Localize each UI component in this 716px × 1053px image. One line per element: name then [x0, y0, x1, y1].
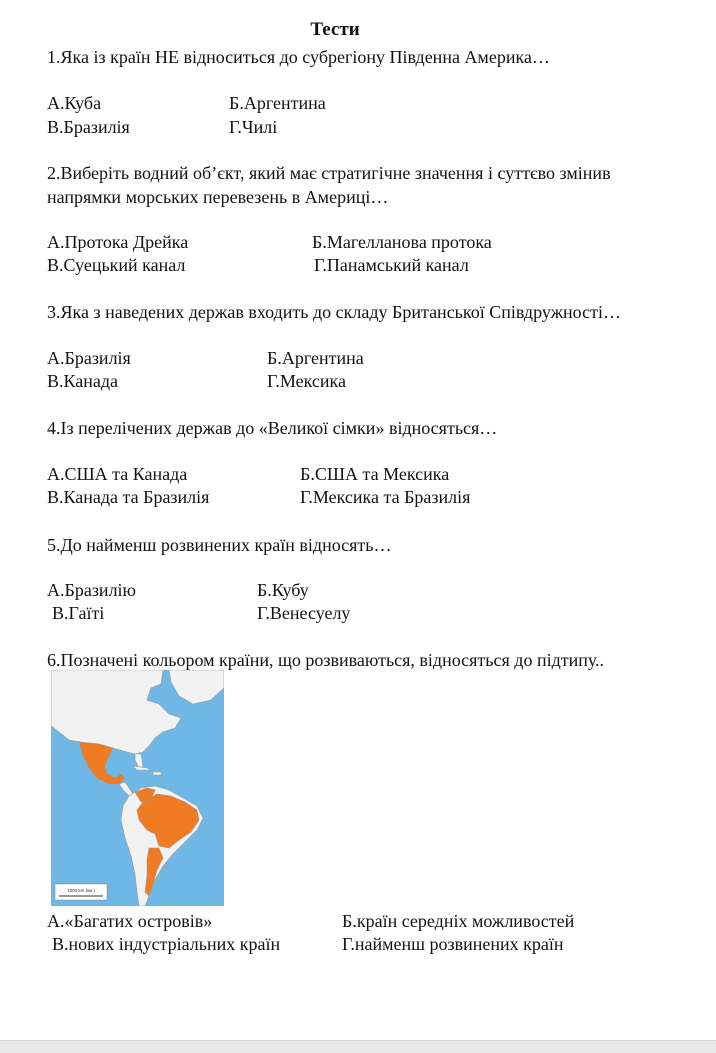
q3-option-d: Г.Мексика [267, 371, 347, 391]
question-5-text: 5.До найменш розвинених країн відносять… [47, 535, 392, 555]
question-3-text: 3.Яка з наведених держав входить до складу Британської Співдружності… [47, 302, 621, 322]
q2-option-a: А.Протока Дрейка [47, 232, 189, 252]
question-4-text: 4.Із перелічених держав до «Великої сімки» відносяться… [47, 418, 498, 438]
americas-map [51, 670, 224, 906]
question-2-text-line2: напрямки морських перевезень в Америці… [47, 187, 389, 207]
q6-option-c: В.нових індустріальних країн [52, 934, 281, 954]
question-2-text-line1: 2.Виберіть водний об’єкт, який має стратигічне значення і суттєво змінив [47, 163, 611, 183]
q6-option-d: Г.найменш розвинених країн [342, 934, 564, 954]
map-scale-label: 1000 km (км.) [67, 888, 95, 893]
q5-option-b: Б.Кубу [257, 580, 309, 600]
q1-option-c: В.Бразилія [47, 117, 130, 137]
q5-option-c: В.Гаїті [52, 603, 105, 623]
q4-option-c: В.Канада та Бразилія [47, 487, 210, 507]
map-land-hispaniola [153, 772, 161, 775]
q5-option-d: Г.Венесуелу [257, 603, 351, 623]
q4-option-b: Б.США та Мексика [300, 464, 450, 484]
q3-option-b: Б.Аргентина [267, 348, 364, 368]
q6-option-b: Б.країн середніх можливостей [342, 911, 575, 931]
q2-option-b: Б.Магелланова протока [312, 232, 492, 252]
q1-option-d: Г.Чилі [229, 117, 278, 137]
q6-option-a: А.«Багатих островів» [47, 911, 213, 931]
bottom-edge [0, 1040, 716, 1053]
q4-option-a: А.США та Канада [47, 464, 188, 484]
q4-option-d: Г.Мексика та Бразилія [300, 487, 471, 507]
q3-option-a: А.Бразилія [47, 348, 131, 368]
q3-option-c: В.Канада [47, 371, 119, 391]
page-title: Тести [310, 19, 360, 40]
q5-option-a: А.Бразилію [47, 580, 136, 600]
q1-option-a: А.Куба [47, 93, 102, 113]
q2-option-c: В.Суецький канал [47, 255, 186, 275]
q1-option-b: Б.Аргентина [229, 93, 326, 113]
question-6-text: 6.Позначені кольором країни, що розвиваються, відносяться до підтипу.. [47, 650, 605, 670]
q2-option-d: Г.Панамський канал [314, 255, 469, 275]
question-1-text: 1.Яка із країн НЕ відноситься до субрегіону Південна Америка… [47, 47, 550, 67]
